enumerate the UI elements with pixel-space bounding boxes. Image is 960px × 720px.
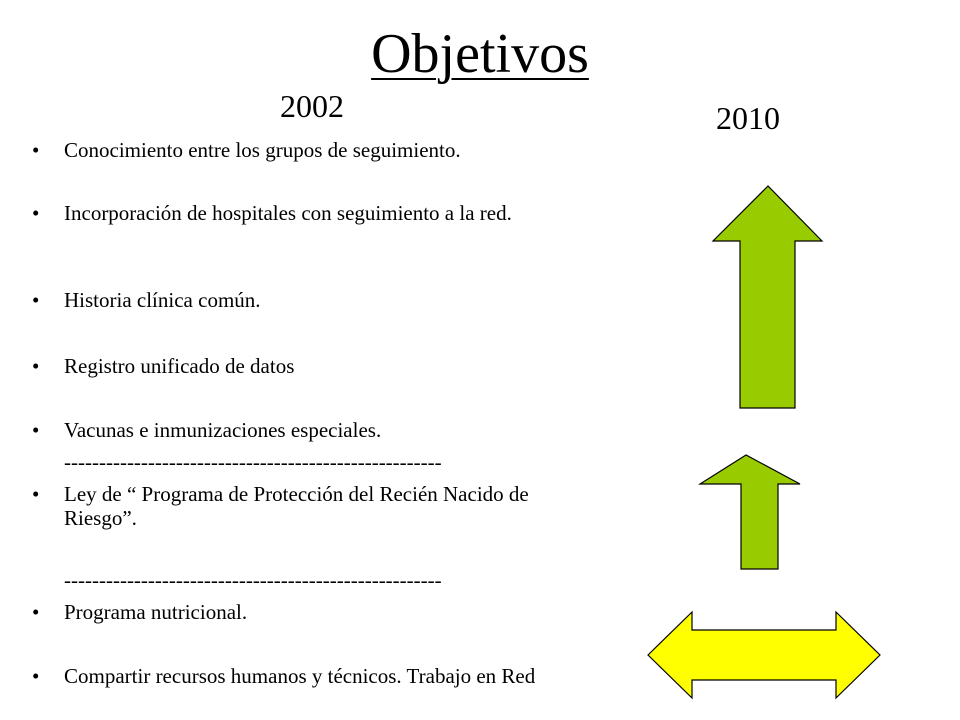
double-arrow-icon: [648, 612, 880, 698]
list-item: • Incorporación de hospitales con seguimiento a la red.: [64, 201, 604, 225]
large-up-arrow-icon: [713, 186, 822, 408]
separator-line: • ------------------------------------------------------: [64, 568, 624, 592]
list-item: • Vacunas e inmunizaciones especiales.: [64, 418, 604, 442]
list-item: • Compartir recursos humanos y técnicos. Trabajo en Red: [64, 664, 604, 688]
list-item: • Historia clínica común.: [64, 288, 604, 312]
list-item: • Registro unificado de datos: [64, 354, 604, 378]
small-up-arrow-icon: [700, 455, 800, 569]
separator-line: • ------------------------------------------------------: [64, 450, 624, 474]
list-item: • Ley de “ Programa de Protección del Recién Nacido de Riesgo”.: [64, 482, 604, 530]
slide-title: Objetivos: [371, 23, 589, 85]
year-2002-label: 2002: [280, 88, 344, 124]
year-2010-label: 2010: [716, 100, 780, 136]
list-item: • Programa nutricional.: [64, 600, 604, 624]
list-item: • Conocimiento entre los grupos de seguimiento.: [64, 138, 604, 162]
